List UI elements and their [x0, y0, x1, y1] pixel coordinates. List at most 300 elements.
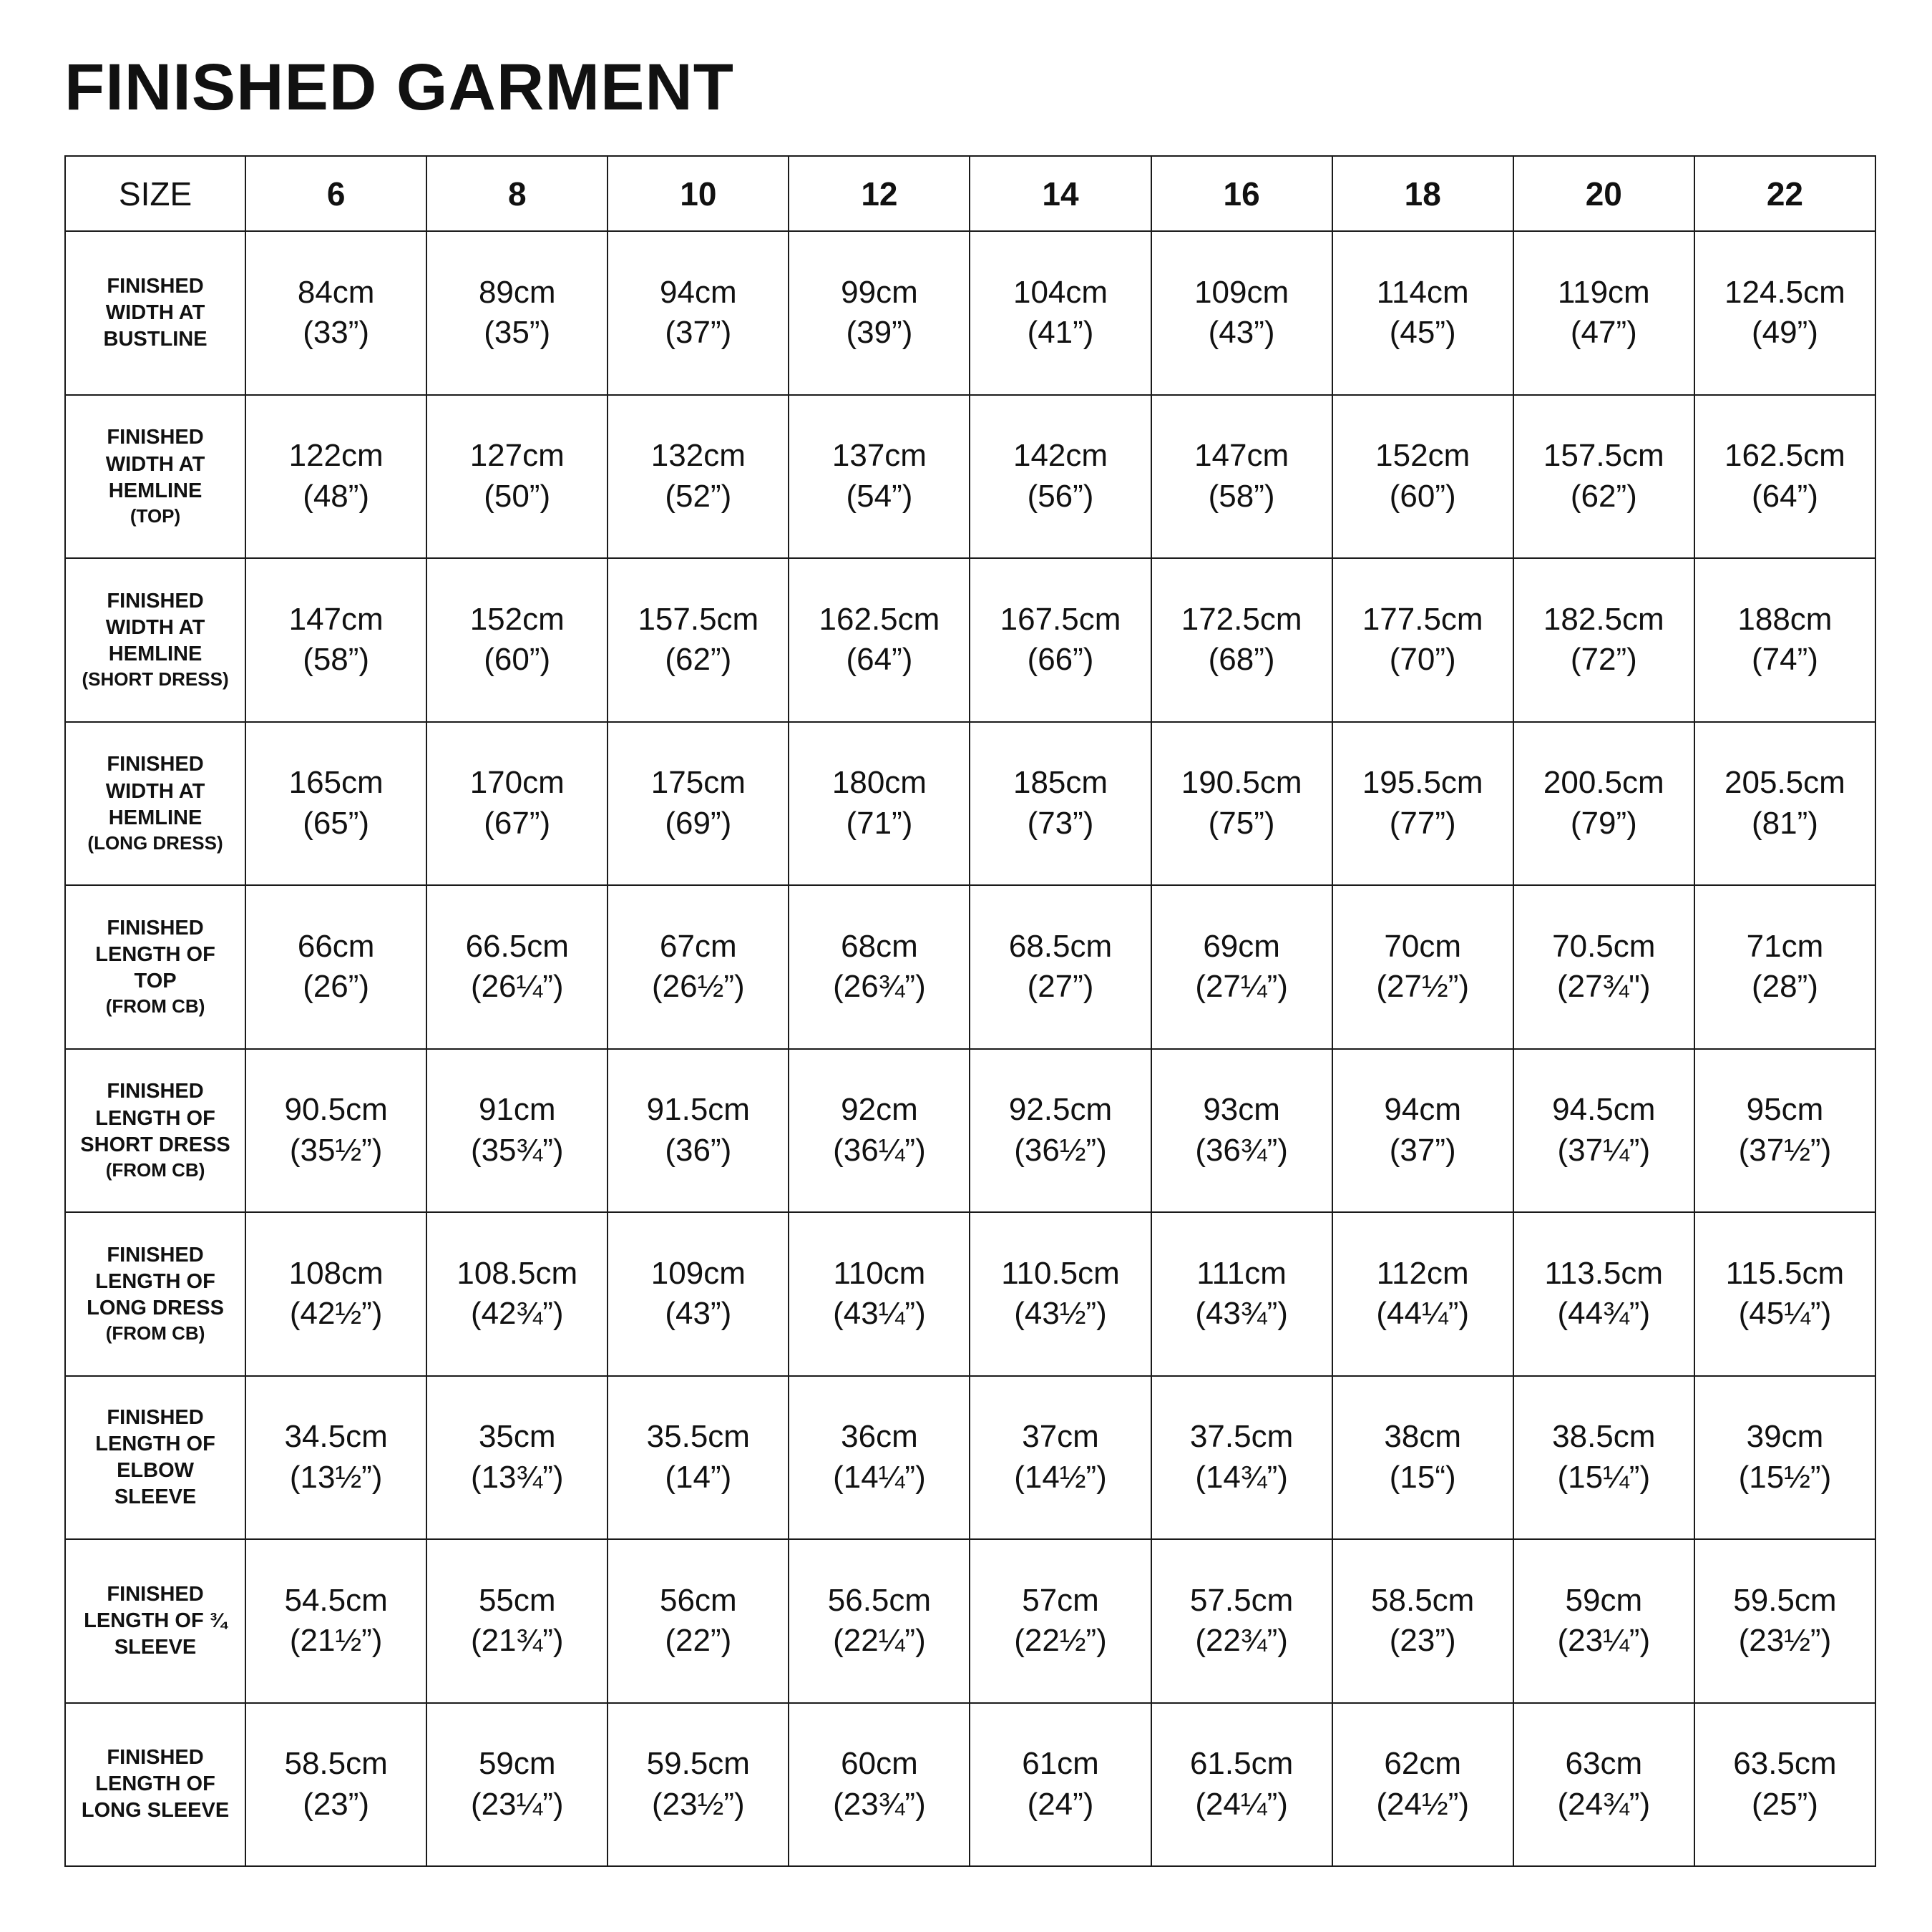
- measurement-cm: 66.5cm: [465, 928, 569, 964]
- measurement-inch: (23¼”): [470, 1786, 564, 1822]
- measurement-cm: 84cm: [297, 274, 375, 310]
- measurement-cm: 59cm: [478, 1746, 556, 1782]
- measurement-cm: 162.5cm: [1724, 438, 1845, 474]
- measurement-inch: (77”): [1389, 805, 1456, 841]
- measurement-cm: 61.5cm: [1189, 1746, 1294, 1782]
- measurement-cell: [608, 1376, 789, 1540]
- measurement-cell: [1332, 1376, 1513, 1540]
- measurement-inch: (43¾”): [1195, 1296, 1288, 1332]
- row-label-line: FINISHED: [107, 1746, 204, 1770]
- measurement-cm: 205.5cm: [1724, 765, 1845, 801]
- size-column-header: 6: [245, 156, 426, 231]
- measurement-cell: [1332, 1212, 1513, 1376]
- measurement-cm: 99cm: [841, 274, 918, 310]
- measurement-inch: (24¾”): [1557, 1786, 1651, 1822]
- measurement-cell: [970, 1539, 1151, 1703]
- measurement-inch: (22¼”): [833, 1623, 926, 1659]
- row-label-line: ELBOW: [117, 1458, 195, 1482]
- measurement-inch: (15“): [1389, 1459, 1456, 1495]
- table-row: [65, 395, 1875, 559]
- measurement-cell: [1513, 1539, 1694, 1703]
- row-label: [65, 395, 245, 559]
- measurement-cell: [608, 722, 789, 886]
- measurement-cell: [426, 231, 608, 395]
- measurement-inch: (24”): [1027, 1786, 1094, 1822]
- measurement-inch: (41”): [1027, 315, 1094, 351]
- table-row: [65, 722, 1875, 886]
- measurement-cm: 90.5cm: [284, 1092, 388, 1128]
- measurement-cm: 57cm: [1022, 1582, 1099, 1618]
- measurement-cell: [426, 1212, 608, 1376]
- row-label: [65, 885, 245, 1049]
- measurement-inch: (22½”): [1014, 1623, 1107, 1659]
- measurement-inch: (66”): [1027, 642, 1094, 678]
- measurement-cm: 114cm: [1376, 274, 1469, 310]
- measurement-inch: (36¼”): [833, 1132, 926, 1168]
- measurement-inch: (56”): [1027, 478, 1094, 514]
- measurement-cell: [789, 231, 970, 395]
- measurement-cm: 113.5cm: [1544, 1255, 1664, 1291]
- measurement-cell: [970, 395, 1151, 559]
- row-label-line: BUSTLINE: [103, 327, 208, 351]
- measurement-inch: (24¼”): [1195, 1786, 1288, 1822]
- measurement-cm: 70.5cm: [1552, 928, 1656, 964]
- measurement-cell: [1332, 1703, 1513, 1867]
- measurement-cell: [789, 885, 970, 1049]
- row-label-line: FINISHED: [107, 753, 204, 776]
- measurement-inch: (74”): [1751, 642, 1818, 678]
- size-column-header: 8: [426, 156, 608, 231]
- measurement-inch: (23½”): [1738, 1623, 1832, 1659]
- measurement-cell: [1332, 1539, 1513, 1703]
- measurement-cm: 91cm: [478, 1092, 556, 1128]
- measurement-inch: (58”): [303, 642, 370, 678]
- row-label-line: (FROM CB): [105, 995, 205, 1018]
- measurement-cm: 119cm: [1557, 274, 1650, 310]
- row-label-line: SLEEVE: [114, 1635, 197, 1659]
- table-row: [65, 1539, 1875, 1703]
- row-label: [65, 722, 245, 886]
- row-label-line: HEMLINE: [108, 643, 203, 666]
- measurement-cell: [789, 722, 970, 886]
- row-label: [65, 558, 245, 722]
- measurement-cell: [1694, 885, 1875, 1049]
- measurement-inch: (26¼”): [470, 969, 564, 1005]
- measurement-cm: 66cm: [297, 928, 375, 964]
- measurement-inch: (42¾”): [470, 1296, 564, 1332]
- row-label-line: FINISHED: [107, 1582, 204, 1606]
- size-column-header: 10: [608, 156, 789, 231]
- measurement-inch: (43¼”): [833, 1296, 926, 1332]
- measurement-cm: 94cm: [1384, 1092, 1461, 1128]
- row-label-line: HEMLINE: [108, 806, 203, 829]
- table-body: [65, 231, 1875, 1866]
- size-column-header: 12: [789, 156, 970, 231]
- row-label-line: LENGTH OF: [95, 1106, 215, 1130]
- measurement-cell: [426, 1539, 608, 1703]
- measurement-cm: 188cm: [1737, 601, 1833, 637]
- measurement-cm: 147cm: [288, 601, 384, 637]
- measurement-cm: 36cm: [841, 1419, 918, 1455]
- measurement-cm: 108cm: [288, 1255, 384, 1291]
- measurement-inch: (39”): [846, 315, 913, 351]
- measurement-cell: [1151, 395, 1332, 559]
- measurement-cm: 58.5cm: [284, 1746, 388, 1782]
- measurement-cell: [608, 1703, 789, 1867]
- measurement-cm: 35cm: [478, 1419, 556, 1455]
- measurement-cm: 109cm: [650, 1255, 746, 1291]
- measurement-inch: (72”): [1570, 642, 1637, 678]
- row-label-line: WIDTH AT: [105, 452, 205, 476]
- measurement-cm: 94cm: [660, 274, 737, 310]
- measurement-inch: (71”): [846, 805, 913, 841]
- measurement-inch: (27¾"): [1557, 969, 1651, 1005]
- measurement-cm: 137cm: [831, 438, 927, 474]
- measurement-cm: 185cm: [1013, 765, 1108, 801]
- size-column-header: 18: [1332, 156, 1513, 231]
- row-label-line: FINISHED: [107, 1243, 204, 1267]
- measurement-cell: [789, 1703, 970, 1867]
- measurement-cell: [608, 231, 789, 395]
- measurement-cell: [1694, 1703, 1875, 1867]
- measurement-cm: 115.5cm: [1725, 1255, 1845, 1291]
- measurement-cell: [1694, 1212, 1875, 1376]
- measurement-inch: (67”): [484, 805, 551, 841]
- measurement-inch: (48”): [303, 478, 370, 514]
- measurement-cell: [1151, 1212, 1332, 1376]
- row-label-line: FINISHED: [107, 1405, 204, 1429]
- measurement-cell: [608, 395, 789, 559]
- measurement-cell: [1151, 722, 1332, 886]
- measurement-cell: [1332, 231, 1513, 395]
- measurement-cm: 157.5cm: [638, 601, 759, 637]
- measurement-cm: 175cm: [650, 765, 746, 801]
- measurement-inch: (73”): [1027, 805, 1094, 841]
- measurement-cm: 142cm: [1013, 438, 1108, 474]
- measurement-cell: [1694, 722, 1875, 886]
- measurement-cell: [1513, 1703, 1694, 1867]
- measurement-cm: 157.5cm: [1543, 438, 1664, 474]
- row-label-line: (LONG DRESS): [87, 831, 223, 854]
- measurement-cell: [970, 722, 1151, 886]
- row-label: [65, 1212, 245, 1376]
- measurement-inch: (15¼”): [1557, 1459, 1651, 1495]
- measurement-cell: [608, 1212, 789, 1376]
- measurement-cell: [245, 558, 426, 722]
- row-label-line: (FROM CB): [105, 1322, 205, 1345]
- row-label-line: (FROM CB): [105, 1158, 205, 1181]
- row-label-line: HEMLINE: [108, 479, 203, 502]
- measurement-cell: [608, 1049, 789, 1213]
- table-row: [65, 1376, 1875, 1540]
- measurement-cell: [245, 722, 426, 886]
- measurement-cell: [1151, 1539, 1332, 1703]
- measurement-inch: (64”): [846, 642, 913, 678]
- measurement-inch: (37¼”): [1557, 1132, 1651, 1168]
- measurement-inch: (23¼”): [1557, 1623, 1651, 1659]
- measurement-cm: 37.5cm: [1189, 1419, 1294, 1455]
- measurement-inch: (75”): [1208, 805, 1275, 841]
- measurement-cell: [608, 885, 789, 1049]
- measurement-cm: 195.5cm: [1362, 765, 1483, 801]
- measurement-inch: (23¾”): [833, 1786, 926, 1822]
- measurement-cm: 59.5cm: [646, 1746, 750, 1782]
- measurement-inch: (45”): [1389, 315, 1456, 351]
- row-label-line: LENGTH OF: [95, 1432, 215, 1455]
- row-label-line: (SHORT DRESS): [82, 668, 229, 691]
- measurement-cm: 67cm: [660, 928, 737, 964]
- measurement-cell: [426, 1049, 608, 1213]
- measurement-cell: [1151, 1049, 1332, 1213]
- table-row: [65, 885, 1875, 1049]
- measurement-cell: [970, 231, 1151, 395]
- measurement-inch: (64”): [1751, 478, 1818, 514]
- measurement-cell: [789, 558, 970, 722]
- measurement-inch: (69”): [665, 805, 732, 841]
- measurement-inch: (21¾”): [470, 1623, 564, 1659]
- measurement-cm: 200.5cm: [1543, 765, 1664, 801]
- measurement-cm: 56cm: [660, 1582, 737, 1618]
- measurement-inch: (21½”): [289, 1623, 383, 1659]
- measurement-cm: 62cm: [1384, 1746, 1461, 1782]
- measurement-inch: (65”): [303, 805, 370, 841]
- measurement-cm: 162.5cm: [819, 601, 940, 637]
- measurement-cell: [245, 1376, 426, 1540]
- measurement-inch: (26¾”): [833, 969, 926, 1005]
- measurement-cm: 69cm: [1203, 928, 1280, 964]
- measurement-cell: [245, 1703, 426, 1867]
- table-row: [65, 231, 1875, 395]
- measurement-cm: 111cm: [1196, 1255, 1287, 1291]
- measurement-cm: 71cm: [1746, 928, 1824, 964]
- measurement-inch: (14½”): [1014, 1459, 1107, 1495]
- measurement-cell: [608, 558, 789, 722]
- measurement-inch: (14¼”): [833, 1459, 926, 1495]
- row-label-line: FINISHED: [107, 426, 204, 449]
- measurement-inch: (33”): [303, 315, 370, 351]
- measurement-cell: [245, 1539, 426, 1703]
- measurement-cell: [426, 1376, 608, 1540]
- measurement-cm: 124.5cm: [1724, 274, 1845, 310]
- measurement-cm: 91.5cm: [646, 1092, 750, 1128]
- measurement-cm: 68cm: [841, 928, 918, 964]
- measurement-inch: (23½”): [652, 1786, 745, 1822]
- row-label: [65, 1539, 245, 1703]
- measurement-cm: 147cm: [1194, 438, 1289, 474]
- measurement-inch: (79”): [1570, 805, 1637, 841]
- measurement-cm: 170cm: [469, 765, 565, 801]
- measurement-cell: [789, 395, 970, 559]
- measurement-cm: 38.5cm: [1552, 1419, 1656, 1455]
- measurement-inch: (35¾”): [470, 1132, 564, 1168]
- size-column-header: 14: [970, 156, 1151, 231]
- measurement-cm: 58.5cm: [1371, 1582, 1475, 1618]
- measurement-cm: 57.5cm: [1189, 1582, 1294, 1618]
- measurement-cm: 95cm: [1746, 1092, 1824, 1128]
- measurement-cm: 68.5cm: [1008, 928, 1113, 964]
- measurement-cm: 104cm: [1013, 274, 1108, 310]
- table-row: [65, 558, 1875, 722]
- row-label-line: WIDTH AT: [105, 301, 205, 324]
- table-row: [65, 1703, 1875, 1867]
- measurement-cm: 92cm: [841, 1092, 918, 1128]
- measurement-inch: (60”): [1389, 478, 1456, 514]
- measurement-inch: (81”): [1751, 805, 1818, 841]
- measurement-inch: (52”): [665, 478, 732, 514]
- table-row: [65, 1212, 1875, 1376]
- measurement-inch: (13½”): [289, 1459, 383, 1495]
- measurement-cm: 63cm: [1565, 1746, 1643, 1782]
- measurement-cell: [1513, 1376, 1694, 1540]
- measurement-cell: [1332, 395, 1513, 559]
- measurement-cm: 108.5cm: [457, 1255, 578, 1291]
- measurement-inch: (22¾”): [1195, 1623, 1288, 1659]
- measurement-cell: [1332, 885, 1513, 1049]
- measurement-cm: 38cm: [1384, 1419, 1461, 1455]
- measurement-cell: [1332, 722, 1513, 886]
- measurement-cell: [1694, 1539, 1875, 1703]
- measurement-cm: 56.5cm: [827, 1582, 932, 1618]
- measurement-inch: (28”): [1751, 969, 1818, 1005]
- measurement-cm: 152cm: [469, 601, 565, 637]
- measurement-inch: (13¾”): [470, 1459, 564, 1495]
- row-label-line: FINISHED: [107, 1080, 204, 1103]
- row-label: [65, 231, 245, 395]
- measurement-cm: 55cm: [478, 1582, 556, 1618]
- row-label-line: SHORT DRESS: [80, 1133, 230, 1156]
- measurement-cm: 127cm: [469, 438, 565, 474]
- measurement-inch: (49”): [1751, 315, 1818, 351]
- measurement-inch: (62”): [1570, 478, 1637, 514]
- page-title: FINISHED GARMENT: [64, 51, 734, 124]
- measurement-cell: [426, 722, 608, 886]
- row-label-line: (TOP): [130, 504, 181, 527]
- measurement-inch: (35½”): [289, 1132, 383, 1168]
- measurement-cell: [970, 558, 1151, 722]
- measurement-inch: (15½”): [1738, 1459, 1832, 1495]
- measurement-cell: [1151, 885, 1332, 1049]
- measurement-cell: [245, 1212, 426, 1376]
- measurement-cell: [1513, 1049, 1694, 1213]
- measurement-cell: [1513, 395, 1694, 559]
- measurement-cm: 89cm: [478, 274, 556, 310]
- measurement-cell: [1513, 558, 1694, 722]
- measurement-cm: 112cm: [1376, 1255, 1469, 1291]
- measurement-cell: [1694, 231, 1875, 395]
- measurement-cm: 39cm: [1746, 1419, 1824, 1455]
- measurement-inch: (42½”): [289, 1296, 383, 1332]
- measurement-cm: 35.5cm: [646, 1419, 750, 1455]
- measurement-cell: [789, 1049, 970, 1213]
- measurement-cell: [1151, 558, 1332, 722]
- measurement-cell: [245, 231, 426, 395]
- size-column-header: 16: [1151, 156, 1332, 231]
- measurement-inch: (25”): [1751, 1786, 1818, 1822]
- row-label: [65, 1376, 245, 1540]
- measurement-cell: [426, 1703, 608, 1867]
- measurement-inch: (44¼”): [1376, 1296, 1469, 1332]
- measurement-inch: (27¼”): [1195, 969, 1288, 1005]
- measurement-cell: [1694, 558, 1875, 722]
- row-label-line: LONG DRESS: [87, 1297, 224, 1320]
- measurement-inch: (50”): [484, 478, 551, 514]
- measurement-cm: 59.5cm: [1733, 1582, 1837, 1618]
- measurement-inch: (43½”): [1014, 1296, 1107, 1332]
- measurement-inch: (26”): [303, 969, 370, 1005]
- measurement-cell: [1513, 1212, 1694, 1376]
- measurement-inch: (68”): [1208, 642, 1275, 678]
- measurement-inch: (36½”): [1014, 1132, 1107, 1168]
- row-label: [65, 1703, 245, 1867]
- measurement-cell: [970, 1703, 1151, 1867]
- measurement-cm: 132cm: [650, 438, 746, 474]
- measurement-cell: [245, 395, 426, 559]
- row-label-line: LENGTH OF: [95, 1772, 215, 1796]
- measurement-cm: 54.5cm: [284, 1582, 388, 1618]
- measurement-cell: [789, 1539, 970, 1703]
- size-table: [64, 155, 1876, 1867]
- header-row: [65, 156, 1875, 231]
- measurement-inch: (62”): [665, 642, 732, 678]
- size-column-header: 20: [1513, 156, 1694, 231]
- measurement-inch: (47”): [1570, 315, 1637, 351]
- measurement-cell: [1151, 231, 1332, 395]
- measurement-cm: 63.5cm: [1733, 1746, 1837, 1782]
- measurement-cm: 34.5cm: [284, 1419, 388, 1455]
- measurement-cm: 180cm: [831, 765, 927, 801]
- row-label-line: FINISHED: [107, 589, 204, 613]
- measurement-cm: 167.5cm: [1000, 601, 1121, 637]
- measurement-cell: [1332, 1049, 1513, 1213]
- row-label-line: FINISHED: [107, 916, 204, 940]
- measurement-cell: [245, 1049, 426, 1213]
- measurement-cell: [1694, 1049, 1875, 1213]
- measurement-inch: (23”): [303, 1786, 370, 1822]
- measurement-inch: (36¾”): [1195, 1132, 1288, 1168]
- measurement-inch: (37”): [665, 315, 732, 351]
- measurement-cm: 182.5cm: [1543, 601, 1664, 637]
- row-label-line: SLEEVE: [114, 1485, 197, 1508]
- measurement-cell: [426, 558, 608, 722]
- measurement-inch: (54”): [846, 478, 913, 514]
- measurement-cell: [245, 885, 426, 1049]
- measurement-cell: [970, 1212, 1151, 1376]
- measurement-cm: 93cm: [1203, 1092, 1280, 1128]
- row-label-line: LENGTH OF: [95, 1270, 215, 1294]
- measurement-cm: 177.5cm: [1362, 601, 1483, 637]
- measurement-inch: (70”): [1389, 642, 1456, 678]
- row-label-line: FINISHED: [107, 274, 204, 298]
- measurement-inch: (35”): [484, 315, 551, 351]
- measurement-cm: 122cm: [288, 438, 384, 474]
- measurement-cell: [608, 1539, 789, 1703]
- measurement-inch: (26½”): [652, 969, 745, 1005]
- measurement-cell: [970, 1376, 1151, 1540]
- row-label-line: LONG SLEEVE: [81, 1799, 230, 1823]
- table-row: [65, 1049, 1875, 1213]
- measurement-inch: (22”): [665, 1623, 732, 1659]
- measurement-inch: (27½”): [1376, 969, 1469, 1005]
- measurement-cm: 172.5cm: [1181, 601, 1302, 637]
- measurement-inch: (36”): [665, 1132, 732, 1168]
- measurement-cm: 109cm: [1194, 274, 1289, 310]
- measurement-cell: [426, 885, 608, 1049]
- measurement-cell: [789, 1212, 970, 1376]
- measurement-cell: [1513, 722, 1694, 886]
- measurement-cell: [1513, 231, 1694, 395]
- measurement-inch: (58”): [1208, 478, 1275, 514]
- measurement-cell: [1694, 395, 1875, 559]
